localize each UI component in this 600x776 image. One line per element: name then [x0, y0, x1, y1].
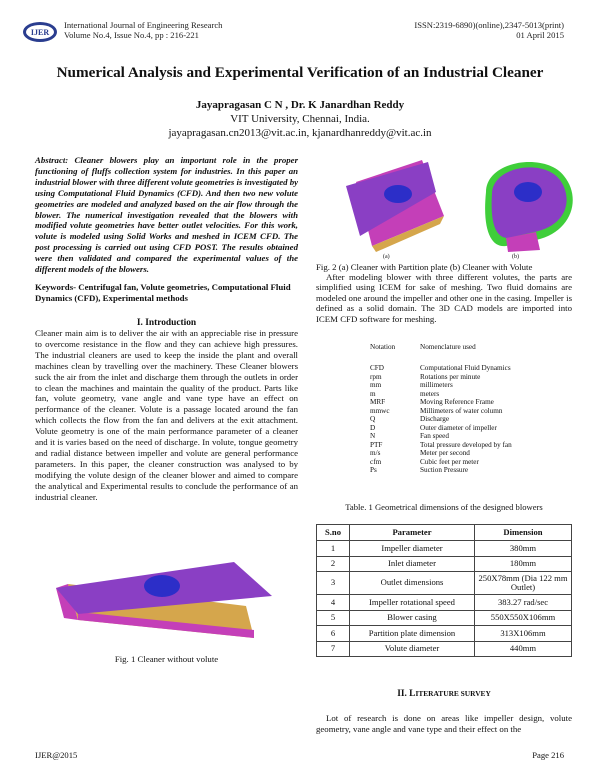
nomenclature-symbol: cfm [370, 457, 382, 466]
nomenclature-row [370, 373, 512, 382]
nomenclature-description: Suction Pressure [420, 466, 469, 474]
table-cell-sno: 6 [317, 626, 350, 642]
nomenclature-header-symbol: Notation [370, 343, 396, 351]
figure-2a-partition-plate [346, 160, 444, 252]
nomenclature-description: meters [420, 389, 440, 398]
literature-survey-heading [316, 689, 572, 699]
keywords: Keywords- Centrifugal fan, Volute geometries, Computational Fluid Dynamics (CFD), Experimental methods [35, 282, 291, 303]
nomenclature-description: Discharge [420, 415, 450, 423]
nomenclature-symbol: Ps [370, 466, 377, 474]
nomenclature-symbol: Q [370, 415, 376, 423]
table-cell-parameter: Outlet dimensions [350, 572, 475, 595]
nomenclature-description: Outer diameter of impeller [420, 423, 497, 432]
table-row [317, 595, 572, 611]
inlet-hole [144, 575, 180, 597]
figure-2b-volute [485, 162, 573, 252]
table-cell-parameter: Impeller diameter [350, 541, 475, 557]
journal-name: International Journal of Engineering Research [64, 20, 223, 30]
nomenclature-description: Meter per second [420, 449, 470, 457]
nomenclature-row [370, 424, 512, 433]
table-cell-sno: 7 [317, 641, 350, 657]
column-header-dimension: Dimension [475, 525, 572, 541]
meshing-paragraph: After modeling blower with three different volutes, the parts are simplified using ICEM for sake of meshing. Two fluid domains are modeled one around the impeller and other one in the casing. Impeller is defined as a solid domain. The 3D CAD models are imported into ICEM CFD software for meshing. [316, 272, 572, 324]
nomenclature-symbol: rpm [370, 372, 382, 381]
table-cell-dimension: 440mm [475, 641, 572, 657]
figure-2-cleaner-variants [336, 152, 588, 254]
column-header-parameter: Parameter [350, 525, 475, 541]
nomenclature-description: Total pressure developed by fan [420, 440, 512, 449]
table-cell-sno: 1 [317, 541, 350, 557]
nomenclature-table [370, 343, 512, 475]
table-row [317, 626, 572, 642]
nomenclature-header-row [370, 343, 512, 357]
nomenclature-symbol: mmwc [370, 406, 390, 415]
literature-heading-num: II. L [397, 689, 416, 699]
footer-copyright: IJER@2015 [35, 750, 78, 760]
table-cell-dimension: 180mm [475, 556, 572, 572]
logo-text: IJER [30, 28, 50, 37]
geometry-table-header-row [317, 525, 572, 541]
table-cell-dimension: 313X106mm [475, 626, 572, 642]
nomenclature-header-desc: Nomenclature used [420, 343, 476, 351]
table-row [317, 610, 572, 626]
nomenclature-description: Rotations per minute [420, 372, 481, 381]
paper-title: Numerical Analysis and Experimental Verification of an Industrial Cleaner [56, 64, 544, 81]
table-cell-parameter: Volute diameter [350, 641, 475, 657]
table-cell-dimension: 383.27 rad/sec [475, 595, 572, 611]
table-row [317, 541, 572, 557]
table-cell-sno: 2 [317, 556, 350, 572]
journal-header [64, 20, 222, 40]
nomenclature-symbol: N [370, 432, 376, 440]
column-header-sno: S.no [317, 525, 350, 541]
table-cell-parameter: Partition plate dimension [350, 626, 475, 642]
nomenclature-symbol: m/s [370, 449, 381, 457]
issue-date: 01 April 2015 [516, 30, 564, 40]
nomenclature-symbol: MRF [370, 398, 386, 406]
table-cell-dimension: 380mm [475, 541, 572, 557]
nomenclature-row [370, 364, 512, 373]
abstract: Abstract: Cleaner blowers play an important role in the proper functioning of fluffs collection system for industries. In this paper an industrial blower with three different volute geometries is investigated by using Computational Fluid Dynamics (CFD). And then two new volute geometries are modeled and analyzed based on the air flow through the blower. The numerical investigation revealed that the blowers with modified volute geometries have better outlet velocities. For this work, volute is modeled using Solid Works and meshed in ICEM CFD. The post processing is carried out using CFD POST. The results obtained were then validated and compared the experimental values of the different models of the blowers. [35, 155, 299, 275]
figure-1-cleaner-without-volute [56, 558, 272, 640]
figure-1-caption: Fig. 1 Cleaner without volute [114, 654, 219, 664]
author-emails: jayapragasan.cn2013@vit.ac.in, kjanardhanreddy@vit.ac.in [168, 127, 432, 139]
ijer-logo [22, 20, 58, 44]
geometry-table [316, 524, 572, 657]
paper-authors: Jayapragasan C N , Dr. K Janardhan Reddy [195, 99, 405, 111]
table-cell-sno: 3 [317, 572, 350, 595]
literature-heading-rest: ITERATURE SURVEY [415, 689, 491, 698]
table-row [317, 572, 572, 595]
figure-2-caption: Fig. 2 (a) Cleaner with Partition plate (b) Cleaner with Volute [316, 262, 533, 272]
introduction-body: Cleaner main aim is to deliver the air with an appreciable rise in pressure to overcome resistance in the flow and they can achieve high pressures. The industrial cleaners are used to keep the inside the plant and overall machines clean by travelling over the machinery. These Cleaner blowers suck the air from the inlet and discharge them through the outlets in order to clean the machines and maintain the quality of the product. Parts like fan, volute geometry, vane angle and vane type have an effect on performance of the cleaner. Volute is a passage located around the fan which collects the flow from the fan and delivers at the exit attachment. Volute geometry is one of the main performance parameter of a cleaner and it is varies based on the need of discharge. In volute, tongue geometry and radial distance between impeller and volute are general performance parameters. In this paper, the cleaner construction was analysed to by modifying the volute design of the cleaner blower and aimed to compare the analytical and Experimental results to conclude the performance of an industrial cleaner. [35, 328, 298, 502]
nomenclature-row [370, 381, 512, 390]
nomenclature-symbol: PTF [370, 440, 383, 449]
paper-affiliation: VIT University, Chennai, India. [230, 113, 370, 125]
nomenclature-description: Moving Reference Frame [420, 398, 494, 406]
table-cell-sno: 5 [317, 610, 350, 626]
nomenclature-row [370, 432, 512, 441]
table-row [317, 556, 572, 572]
introduction-heading: I. Introduction [136, 318, 197, 328]
nomenclature-row [370, 415, 512, 424]
issn: ISSN:2319-6890)(online),2347-5013(print) [414, 20, 564, 30]
nomenclature-row [370, 466, 512, 475]
table-cell-sno: 4 [317, 595, 350, 611]
table-cell-dimension: 550X550X106mm [475, 610, 572, 626]
figure-2a-label: (a) [383, 254, 390, 260]
nomenclature-description: Cubic feet per meter [420, 457, 479, 466]
table-cell-dimension: 250X78mm (Dia 122 mm Outlet) [475, 572, 572, 595]
nomenclature-description: millimeters [420, 381, 453, 389]
nomenclature-row [370, 449, 512, 458]
nomenclature-row [370, 458, 512, 467]
nomenclature-symbol: m [370, 389, 376, 398]
nomenclature-symbol: CFD [370, 364, 384, 372]
table-cell-parameter: Inlet diameter [350, 556, 475, 572]
nomenclature-row [370, 390, 512, 399]
nomenclature-row [370, 398, 512, 407]
nomenclature-row [370, 441, 512, 450]
issn-header [414, 20, 564, 40]
nomenclature-description: Computational Fluid Dynamics [420, 364, 511, 372]
table-row [317, 641, 572, 657]
literature-survey-body: Lot of research is done on areas like impeller design, volute geometry, vane angle and vane type and their effect on the [316, 713, 572, 734]
journal-volume: Volume No.4, Issue No.4, pp : 216-221 [64, 30, 199, 40]
figure-2b-label: (b) [512, 254, 519, 260]
page-number: Page 216 [532, 750, 564, 760]
table-cell-parameter: Blower casing [350, 610, 475, 626]
nomenclature-symbol: mm [370, 381, 382, 389]
nomenclature-symbol: D [370, 423, 376, 432]
table-1-caption: Table. 1 Geometrical dimensions of the designed blowers [345, 502, 543, 512]
nomenclature-description: Millimeters of water column [420, 406, 503, 415]
nomenclature-row [370, 407, 512, 416]
nomenclature-description: Fan speed [420, 432, 449, 440]
table-cell-parameter: Impeller rotational speed [350, 595, 475, 611]
